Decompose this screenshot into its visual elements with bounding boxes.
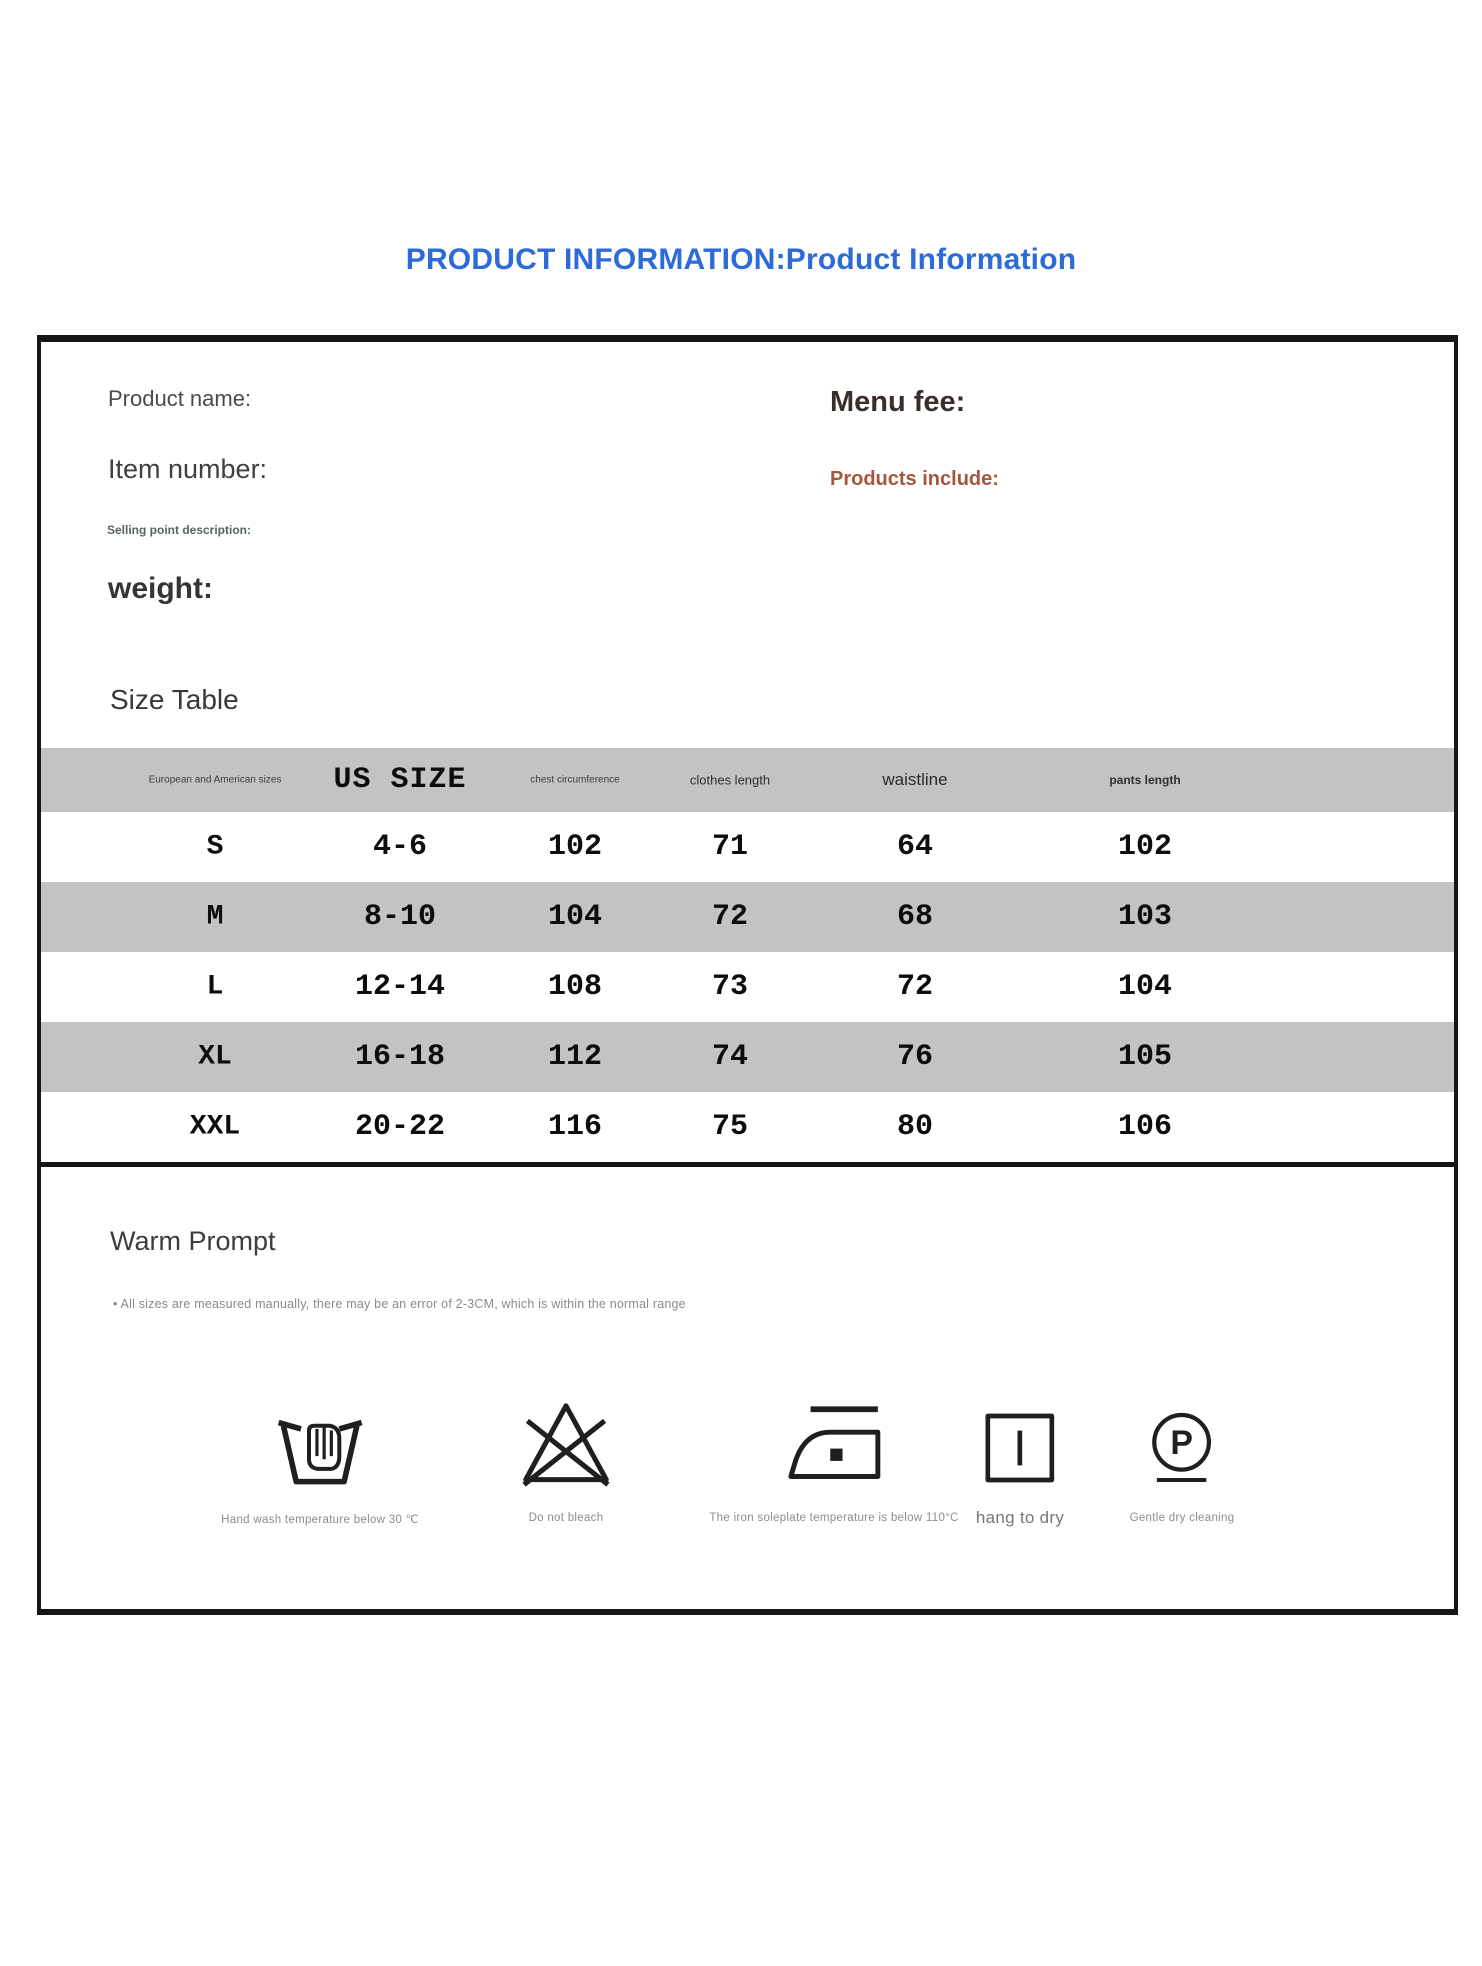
size-value: 74 xyxy=(711,1040,749,1074)
size-label: XL xyxy=(198,1041,232,1073)
size-value: 75 xyxy=(711,1110,749,1144)
size-value: 104 xyxy=(1117,970,1173,1004)
size-table-row-M xyxy=(41,882,1454,952)
size-value: 76 xyxy=(896,1040,934,1074)
care-item-hang-to-dry xyxy=(976,1372,1064,1528)
warm-prompt-title: Warm Prompt xyxy=(110,1226,276,1256)
size-value: 105 xyxy=(1117,1040,1173,1074)
size-table-row-S xyxy=(41,812,1454,882)
column-header: pants length xyxy=(1109,773,1181,787)
size-table-row-XL xyxy=(41,1022,1454,1092)
size-value: 73 xyxy=(711,970,749,1004)
info-panel xyxy=(37,335,1458,1615)
size-value: 103 xyxy=(1117,900,1173,934)
care-caption: hang to dry xyxy=(975,1508,1065,1527)
size-value: 72 xyxy=(711,900,749,934)
care-item-iron-low xyxy=(709,1372,958,1526)
column-header: waistline xyxy=(882,770,948,789)
size-value: 102 xyxy=(547,830,603,864)
products-include-label: Products include: xyxy=(830,468,999,490)
size-value: 102 xyxy=(1117,830,1173,864)
size-table xyxy=(41,748,1454,1162)
iron-low-temperature-icon xyxy=(709,1372,958,1488)
hang-to-dry-icon xyxy=(976,1372,1064,1488)
size-value: 112 xyxy=(547,1040,603,1074)
hand-wash-icon xyxy=(221,1372,419,1488)
size-value: 64 xyxy=(896,830,934,864)
size-value: 4-6 xyxy=(372,830,428,864)
care-caption: The iron soleplate temperature is below 110°C xyxy=(709,1512,959,1524)
warm-prompt-note: • All sizes are measured manually, there may be an error of 2-3CM, which is within the normal range xyxy=(113,1297,686,1311)
size-value: 104 xyxy=(547,900,603,934)
size-value: 20-22 xyxy=(354,1110,446,1144)
menu-fee-label: Menu fee: xyxy=(830,386,966,418)
care-item-gentle-dry-clean xyxy=(1130,1372,1235,1526)
dry-clean-gentle-icon xyxy=(1130,1372,1235,1488)
size-table-title: Size Table xyxy=(110,684,239,715)
size-table-row-XXL xyxy=(41,1092,1454,1162)
page-title: PRODUCT INFORMATION:Product Information xyxy=(405,243,1077,276)
size-label: S xyxy=(206,831,224,863)
care-caption: Hand wash temperature below 30 ℃ xyxy=(221,1514,419,1526)
selling-point-label: Selling point description: xyxy=(107,523,251,537)
column-header: European and American sizes xyxy=(148,774,282,786)
size-label: XXL xyxy=(189,1111,241,1143)
size-table-header-row xyxy=(41,748,1454,812)
size-value: 16-18 xyxy=(354,1040,446,1074)
column-header: US SIZE xyxy=(333,763,467,797)
section-divider xyxy=(41,1162,1454,1167)
column-header: chest circumference xyxy=(530,774,620,786)
do-not-bleach-icon xyxy=(514,1372,618,1488)
size-value: 12-14 xyxy=(354,970,446,1004)
size-value: 106 xyxy=(1117,1110,1173,1144)
size-value: 116 xyxy=(547,1110,603,1144)
size-value: 68 xyxy=(896,900,934,934)
size-value: 80 xyxy=(896,1110,934,1144)
size-value: 8-10 xyxy=(363,900,437,934)
svg-text:P: P xyxy=(1170,1424,1194,1462)
size-value: 108 xyxy=(547,970,603,1004)
product-name-label: Product name: xyxy=(108,386,252,411)
care-item-hand-wash xyxy=(221,1372,419,1528)
weight-label: weight: xyxy=(108,572,213,605)
care-instructions xyxy=(41,1372,1454,1552)
size-label: L xyxy=(206,971,224,1003)
care-caption: Gentle dry cleaning xyxy=(1129,1512,1235,1524)
size-value: 71 xyxy=(711,830,749,864)
care-caption: Do not bleach xyxy=(528,1512,604,1524)
column-header: clothes length xyxy=(689,772,771,788)
care-item-do-not-bleach xyxy=(514,1372,618,1526)
item-number-label: Item number: xyxy=(108,454,268,484)
size-table-row-L xyxy=(41,952,1454,1022)
size-value: 72 xyxy=(896,970,934,1004)
size-label: M xyxy=(206,901,224,933)
